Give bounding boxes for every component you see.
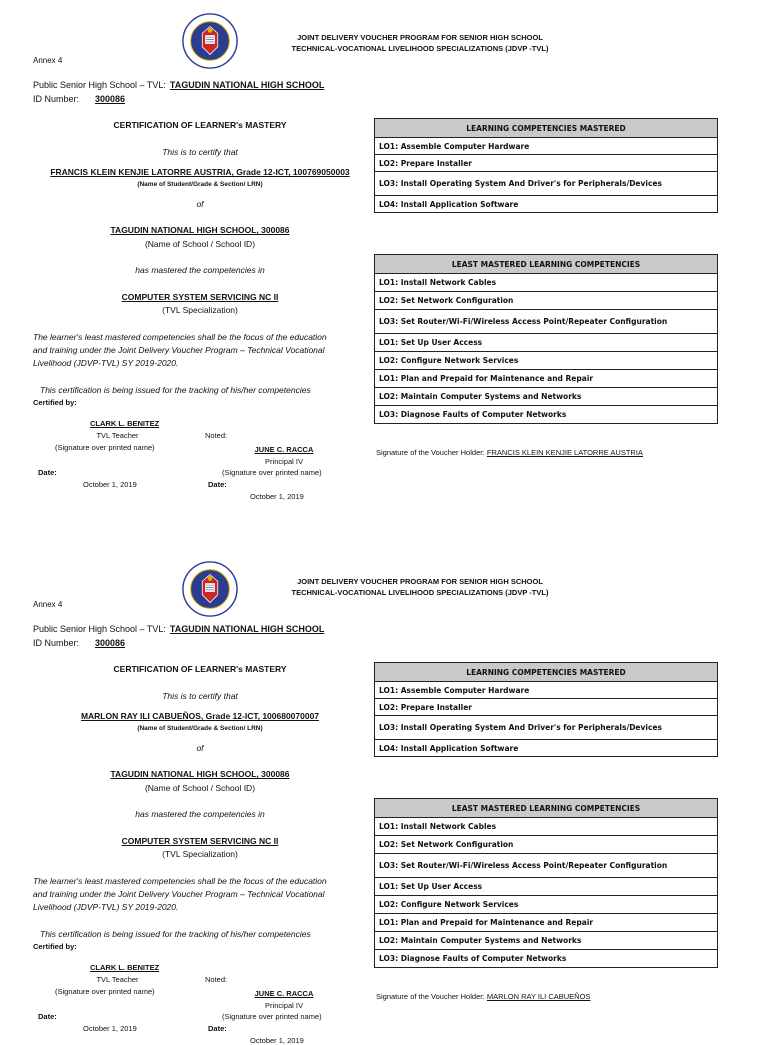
id-label: ID Number:: [33, 638, 80, 648]
certificate-2: [0, 544, 768, 1045]
focus-paragraph: The learner's least mastered competencies shall be the focus of the education and training under the Joint Delivery Voucher Program – Technical Vocational Livelihood (JDVP-TVL) SY 2019-2020.: [33, 876, 327, 912]
voucher-holder-name: FRANCIS KLEIN KENJIE LATORRE AUSTRIA: [486, 448, 643, 457]
teacher-signature-caption: (Signature over printed name): [55, 443, 155, 452]
least-mastered-competency-item: LO3: Set Router/Wi-Fi/Wireless Access Point/Repeater Configuration: [375, 854, 718, 878]
pshs-value: TAGUDIN NATIONAL HIGH SCHOOL: [169, 624, 325, 634]
specialization-caption: (TVL Specialization): [162, 849, 238, 859]
teacher-role: TVL Teacher: [96, 431, 139, 440]
of-text: of: [196, 743, 204, 753]
voucher-label: Signature of the Voucher Holder:: [376, 448, 485, 457]
least-mastered-competencies-table: [374, 254, 718, 424]
mastered-table-header: LEARNING COMPETENCIES MASTERED: [375, 663, 718, 682]
principal-date-label: Date:: [208, 1024, 227, 1033]
mastered-table-header: LEARNING COMPETENCIES MASTERED: [375, 119, 718, 138]
teacher-role: TVL Teacher: [96, 975, 139, 984]
teacher-date-label: Date:: [38, 468, 57, 477]
least-mastered-competency-item: LO2: Set Network Configuration: [375, 836, 718, 854]
pshs-line: [33, 80, 324, 90]
principal-role: Principal IV: [265, 457, 303, 466]
certificate-title: CERTIFICATION OF LEARNER's MASTERY: [113, 120, 287, 130]
annex-label: Annex 4: [33, 56, 63, 65]
specialization-caption: (TVL Specialization): [162, 305, 238, 315]
deped-seal-icon: [181, 560, 239, 618]
certify-text: This is to certify that: [162, 691, 238, 701]
student-details: MARLON RAY ILI CABUEÑOS, Grade 12-ICT, 100680070007: [80, 711, 320, 721]
specialization-name: COMPUTER SYSTEM SERVICING NC II: [121, 836, 279, 846]
teacher-date-value: October 1, 2019: [83, 480, 137, 489]
certificate-title: CERTIFICATION OF LEARNER's MASTERY: [113, 664, 287, 674]
least-mastered-competency-item: LO2: Maintain Computer Systems and Networks: [375, 932, 718, 950]
mastered-competency-item: LO4: Install Application Software: [375, 740, 718, 757]
annex-label: Annex 4: [33, 600, 63, 609]
pshs-value: TAGUDIN NATIONAL HIGH SCHOOL: [169, 80, 325, 90]
school-caption: (Name of School / School ID): [144, 783, 256, 793]
school-caption: (Name of School / School ID): [144, 239, 256, 249]
mastered-competency-item: LO3: Install Operating System And Driver's for Peripherals/Devices: [375, 172, 718, 196]
mastered-text: has mastered the competencies in: [135, 809, 265, 819]
voucher-label: Signature of the Voucher Holder:: [376, 992, 485, 1001]
id-number-line: [33, 94, 125, 104]
of-text: of: [196, 199, 204, 209]
least-table-header: LEAST MASTERED LEARNING COMPETENCIES: [375, 255, 718, 274]
least-mastered-competency-item: LO3: Set Router/Wi-Fi/Wireless Access Point/Repeater Configuration: [375, 310, 718, 334]
program-line-1: JOINT DELIVERY VOUCHER PROGRAM FOR SENIOR HIGH SCHOOL: [297, 577, 543, 586]
least-mastered-competency-item: LO1: Set Up User Access: [375, 334, 718, 352]
noted-label: Noted:: [205, 975, 228, 984]
program-title: [250, 32, 590, 54]
deped-seal-icon: [181, 12, 239, 70]
least-mastered-competency-item: LO3: Diagnose Faults of Computer Networks: [375, 950, 718, 968]
noted-label: Noted:: [205, 431, 228, 440]
least-mastered-competencies-table: [374, 798, 718, 968]
principal-name: JUNE C. RACCA: [254, 445, 314, 454]
teacher-name: CLARK L. BENITEZ: [90, 419, 160, 428]
least-mastered-competency-item: LO2: Configure Network Services: [375, 896, 718, 914]
voucher-holder-signature: [376, 992, 590, 1001]
principal-signature-caption: (Signature over printed name): [222, 1012, 322, 1021]
least-mastered-competency-item: LO2: Maintain Computer Systems and Networks: [375, 388, 718, 406]
certified-by-label: Certified by:: [33, 398, 77, 407]
least-mastered-competency-item: LO1: Plan and Prepaid for Maintenance and Repair: [375, 370, 718, 388]
program-title: [250, 576, 590, 598]
mastered-competency-item: LO1: Assemble Computer Hardware: [375, 682, 718, 699]
least-table-header: LEAST MASTERED LEARNING COMPETENCIES: [375, 799, 718, 818]
principal-date-label: Date:: [208, 480, 227, 489]
certified-by-label: Certified by:: [33, 942, 77, 951]
pshs-line: [33, 624, 324, 634]
teacher-date-value: October 1, 2019: [83, 1024, 137, 1033]
least-mastered-competency-item: LO1: Install Network Cables: [375, 818, 718, 836]
teacher-name: CLARK L. BENITEZ: [90, 963, 160, 972]
principal-date-value: October 1, 2019: [250, 492, 304, 501]
least-mastered-competency-item: LO1: Plan and Prepaid for Maintenance and Repair: [375, 914, 718, 932]
pshs-label: Public Senior High School – TVL:: [33, 624, 166, 634]
student-caption: (Name of Student/Grade & Section/ LRN): [137, 181, 263, 188]
mastered-competency-item: LO3: Install Operating System And Driver's for Peripherals/Devices: [375, 716, 718, 740]
pshs-label: Public Senior High School – TVL:: [33, 80, 166, 90]
principal-name: JUNE C. RACCA: [254, 989, 314, 998]
student-caption: (Name of Student/Grade & Section/ LRN): [137, 725, 263, 732]
voucher-holder-signature: [376, 448, 643, 457]
principal-role: Principal IV: [265, 1001, 303, 1010]
program-line-1: JOINT DELIVERY VOUCHER PROGRAM FOR SENIOR HIGH SCHOOL: [297, 33, 543, 42]
principal-date-value: October 1, 2019: [250, 1036, 304, 1045]
mastered-text: has mastered the competencies in: [135, 265, 265, 275]
program-line-2: TECHNICAL-VOCATIONAL LIVELIHOOD SPECIALIZATIONS (JDVP -TVL): [291, 44, 549, 53]
mastered-competency-item: LO2: Prepare Installer: [375, 699, 718, 716]
student-details: FRANCIS KLEIN KENJIE LATORRE AUSTRIA, Grade 12-ICT, 100769050003: [50, 167, 350, 177]
voucher-holder-name: MARLON RAY ILI CABUEÑOS: [486, 992, 591, 1001]
teacher-date-label: Date:: [38, 1012, 57, 1021]
program-line-2: TECHNICAL-VOCATIONAL LIVELIHOOD SPECIALIZATIONS (JDVP -TVL): [291, 588, 549, 597]
certify-text: This is to certify that: [162, 147, 238, 157]
id-number-line: [33, 638, 125, 648]
least-mastered-competency-item: LO1: Install Network Cables: [375, 274, 718, 292]
principal-signature-caption: (Signature over printed name): [222, 468, 322, 477]
specialization-name: COMPUTER SYSTEM SERVICING NC II: [121, 292, 279, 302]
least-mastered-competency-item: LO2: Set Network Configuration: [375, 292, 718, 310]
tracking-text: This certification is being issued for the tracking of his/her competencies: [40, 929, 311, 939]
mastered-competency-item: LO4: Install Application Software: [375, 196, 718, 213]
mastered-competency-item: LO2: Prepare Installer: [375, 155, 718, 172]
teacher-signature-caption: (Signature over printed name): [55, 987, 155, 996]
id-value: 300086: [95, 94, 126, 104]
least-mastered-competency-item: LO2: Configure Network Services: [375, 352, 718, 370]
id-value: 300086: [95, 638, 126, 648]
least-mastered-competency-item: LO3: Diagnose Faults of Computer Networks: [375, 406, 718, 424]
id-label: ID Number:: [33, 94, 80, 104]
mastered-competencies-table: [374, 662, 718, 757]
school-name: TAGUDIN NATIONAL HIGH SCHOOL, 300086: [110, 769, 290, 779]
mastered-competency-item: LO1: Assemble Computer Hardware: [375, 138, 718, 155]
least-mastered-competency-item: LO1: Set Up User Access: [375, 878, 718, 896]
mastered-competencies-table: [374, 118, 718, 213]
tracking-text: This certification is being issued for the tracking of his/her competencies: [40, 385, 311, 395]
focus-paragraph: The learner's least mastered competencies shall be the focus of the education and training under the Joint Delivery Voucher Program – Technical Vocational Livelihood (JDVP-TVL) SY 2019-2020.: [33, 332, 327, 368]
school-name: TAGUDIN NATIONAL HIGH SCHOOL, 300086: [110, 225, 290, 235]
